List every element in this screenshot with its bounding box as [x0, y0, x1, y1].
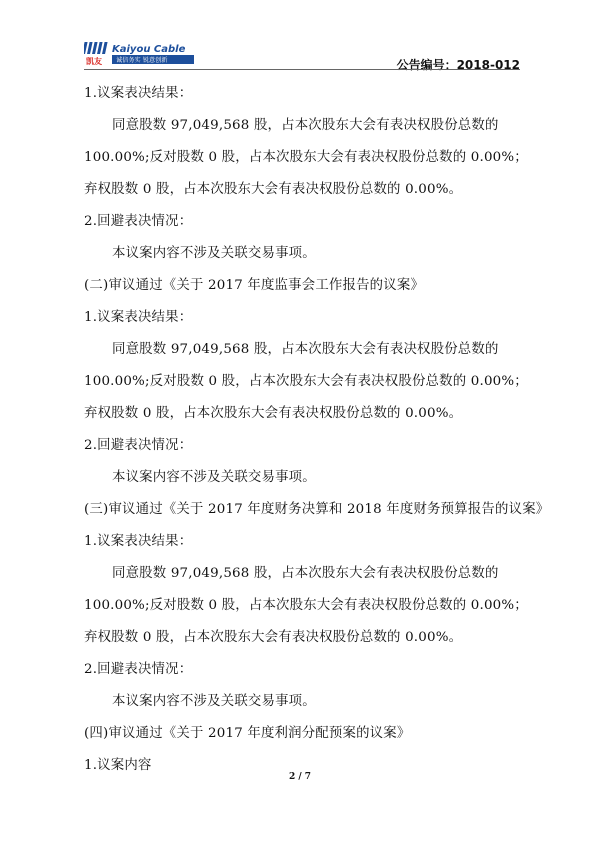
resolution-heading: (三)审议通过《关于 2017 年度财务决算和 2018 年度财务预算报告的议案》 [84, 502, 550, 517]
resolution-heading: (四)审议通过《关于 2017 年度利润分配预案的议案》 [84, 726, 411, 741]
recusal-text: 本议案内容不涉及关联交易事项。 [112, 470, 316, 485]
vote-approve-line: 同意股数 97,049,568 股，占本次股东大会有表决权股份总数的 [112, 342, 499, 357]
svg-text:诚信务实 锐意创新: 诚信务实 锐意创新 [116, 57, 168, 64]
page-number: 2 / 7 [288, 772, 312, 782]
recusal-text: 本议案内容不涉及关联交易事项。 [112, 694, 316, 709]
svg-text:Kaiyou Cable: Kaiyou Cable [112, 44, 186, 55]
header-divider [84, 69, 520, 70]
page-header [84, 40, 520, 70]
vote-approve-line: 同意股数 97,049,568 股，占本次股东大会有表决权股份总数的 [112, 566, 499, 581]
svg-text:凯友: 凯友 [86, 57, 102, 66]
vote-abstain-line: 弃权股数 0 股，占本次股东大会有表决权股份总数的 0.00%。 [84, 406, 463, 421]
recusal-heading: 2.回避表决情况： [84, 214, 193, 229]
recusal-heading: 2.回避表决情况： [84, 438, 193, 453]
vote-abstain-line: 弃权股数 0 股，占本次股东大会有表决权股份总数的 0.00%。 [84, 182, 463, 197]
resolution-heading: (二)审议通过《关于 2017 年度监事会工作报告的议案》 [84, 278, 425, 293]
result-heading: 1.议案表决结果： [84, 534, 193, 549]
vote-approve-line: 同意股数 97,049,568 股，占本次股东大会有表决权股份总数的 [112, 118, 499, 133]
result-heading: 1.议案表决结果： [84, 310, 193, 325]
notice-number: 公告编号：2018-012 [396, 58, 520, 72]
vote-abstain-line: 弃权股数 0 股，占本次股东大会有表决权股份总数的 0.00%。 [84, 630, 463, 645]
vote-oppose-line: 100.00%;反对股数 0 股，占本次股东大会有表决权股份总数的 0.00%； [84, 374, 528, 389]
vote-oppose-line: 100.00%;反对股数 0 股，占本次股东大会有表决权股份总数的 0.00%； [84, 598, 528, 613]
recusal-heading: 2.回避表决情况： [84, 662, 193, 677]
vote-oppose-line: 100.00%;反对股数 0 股，占本次股东大会有表决权股份总数的 0.00%； [84, 150, 528, 165]
recusal-text: 本议案内容不涉及关联交易事项。 [112, 246, 316, 261]
result-heading: 1.议案表决结果： [84, 86, 193, 101]
company-logo [84, 40, 196, 68]
content-heading: 1.议案内容 [84, 758, 152, 773]
